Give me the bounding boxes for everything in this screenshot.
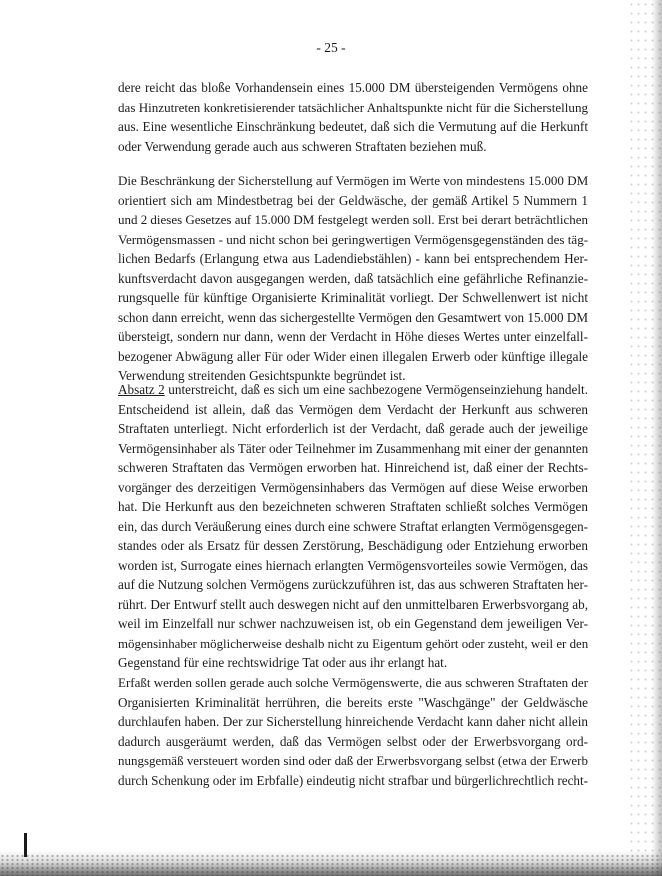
- text-line: durch Schenkung oder im Erbfalle) eindeutig nicht strafbar und bürgerlichrechtlich recht-: [118, 772, 588, 788]
- text-line: oder Verwendung gerade auch aus schweren Straftaten beziehen muß.: [118, 138, 487, 154]
- text-fragment: unterstreicht, daß es sich um eine sachbezogene Vermögenseinziehung handelt.: [164, 382, 588, 397]
- text-line: Gegenstand für eine rechtswidrige Tat oder aus ihr erlangt hat.: [118, 655, 448, 670]
- text-line: schon dann erreicht, wenn das sichergestellte Vermögen den Gesamtwert von 15.000 DM: [118, 309, 588, 325]
- text-line: Die Beschränkung der Sicherstellung auf Vermögen im Werte von mindestens 15.000 DM: [118, 173, 589, 188]
- text-line: übersteigt, sondern nur dann, wenn der Verdacht in Höhe dieses Wertes unter einzelfall-: [118, 329, 588, 344]
- text-line: ein, das durch Veräußerung eines durch eine schwere Straftat erlangten Vermögensgegen-: [118, 518, 589, 534]
- text-line: Vermögensmassen - und nicht schon bei geringwertigen Vermögensgegenständen des täg-: [118, 231, 589, 247]
- text-line: nungsgemäß versteuert worden sind oder daß der Erwerbsvorgang selbst (etwa der Erwerb: [118, 753, 588, 768]
- paragraph-3: [118, 380, 588, 673]
- text-line: Vermögensinhaber als Täter oder Teilnehmer im Zusammenhang mit einer der genannten: [118, 440, 589, 456]
- text-line: bezogener Abwägung aller Für oder Wider einen illegalen Erwerb oder künftige illegale: [118, 348, 588, 364]
- text-line: rungsquelle für künftige Organisierte Kriminalität vorliegt. Der Schwellenwert ist nicht: [118, 290, 588, 305]
- text-line: worden ist, Surrogate eines hiernach erlangten Vermögensvorteiles sowie Vermögen, das: [118, 557, 588, 573]
- scan-edge-shadow: [652, 0, 662, 876]
- text-line: schweren Straftaten das Vermögen erworben hat. Hinreichend ist, daß einer der Rechts-: [118, 460, 588, 475]
- text-line: lichen Bedarfs (Erlangung etwa aus Ladendiebstählen) - kann bei entsprechendem Her-: [118, 251, 588, 266]
- text-line: hat. Die Herkunft aus den bezeichneten schweren Straftaten schließt solches Vermögen: [118, 499, 588, 514]
- page-number: - 25 -: [316, 40, 346, 55]
- text-line: standes oder als Ersatz für dessen Zerstörung, Beschädigung oder Entziehung erworben: [118, 538, 588, 553]
- text-line: das Hinzutreten konkretisierender tatsächlicher Anhaltspunkte nicht für die Sicherstellung: [118, 99, 588, 115]
- text-line: mögensinhaber möglicherweise deshalb nicht zu Eigentum gehört oder zusteht, weil er den: [118, 635, 589, 651]
- text-line: dere reicht das bloße Vorhandensein eines 15.000 DM übersteigenden Vermögens ohne: [118, 80, 588, 95]
- text-line: kunftsverdacht davon ausgegangen werden, daß tatsächlich eine gefährliche Refinanzie-: [118, 270, 588, 286]
- text-line: Straftaten unterliegt. Nicht erforderlich ist der Verdacht, daß gerade auch der jeweilige: [118, 421, 588, 436]
- text-line: Entscheidend ist allein, daß das Vermögen dem Verdacht der Herkunft aus schweren: [118, 401, 588, 417]
- text-line: vorgänger des derzeitigen Vermögensinhabers das Vermögen auf diese Weise erworben: [118, 479, 588, 495]
- paragraph-4: [118, 673, 588, 790]
- text-line: auf die Nutzung solchen Vermögens zurückzuführen ist, das aus schweren Straftaten her-: [118, 577, 588, 592]
- text-line: Organisierten Kriminalität herrühren, die bereits erste "Waschgänge" der Geldwäsche: [118, 694, 588, 710]
- text-line: aus. Eine wesentliche Einschränkung bedeutet, daß sich die Vermutung auf die Herkunft: [118, 119, 588, 134]
- text-line: [118, 380, 588, 400]
- text-line: Verwendung streitenden Gesichtspunkte begründet ist.: [118, 368, 406, 383]
- paragraph-1: [118, 78, 588, 156]
- text-line: orientiert sich am Mindestbetrag bei der Geldwäsche, der gemäß Artikel 5 Nummern 1: [118, 192, 588, 208]
- scan-bottom-noise: [0, 854, 662, 876]
- text-line: rührt. Der Entwurf stellt auch deswegen nicht auf den unmittelbaren Erwerbsvorgang ab,: [118, 596, 588, 612]
- text-line: dadurch ausgeräumt werden, daß das Vermögen selbst oder der Erwerbsvorgang ord-: [118, 733, 588, 749]
- paragraph-2: [118, 171, 588, 386]
- text-line: und 2 dieses Gesetzes auf 15.000 DM festgelegt werden soll. Erst bei derart beträchtlichen: [118, 212, 588, 227]
- section-reference: Absatz 2: [118, 382, 165, 397]
- text-line: durchlaufen haben. Der zur Sicherstellung hinreichende Verdacht kann daher nicht allein: [118, 714, 588, 729]
- text-line: Erfaßt werden sollen gerade auch solche Vermögenswerte, die aus schweren Straftaten der: [118, 675, 588, 690]
- text-line: weil im Einzelfall nur schwer nachzuweisen ist, ob ein Gegenstand dem jeweiligen Ver-: [118, 616, 588, 631]
- scan-margin-mark: [24, 833, 27, 857]
